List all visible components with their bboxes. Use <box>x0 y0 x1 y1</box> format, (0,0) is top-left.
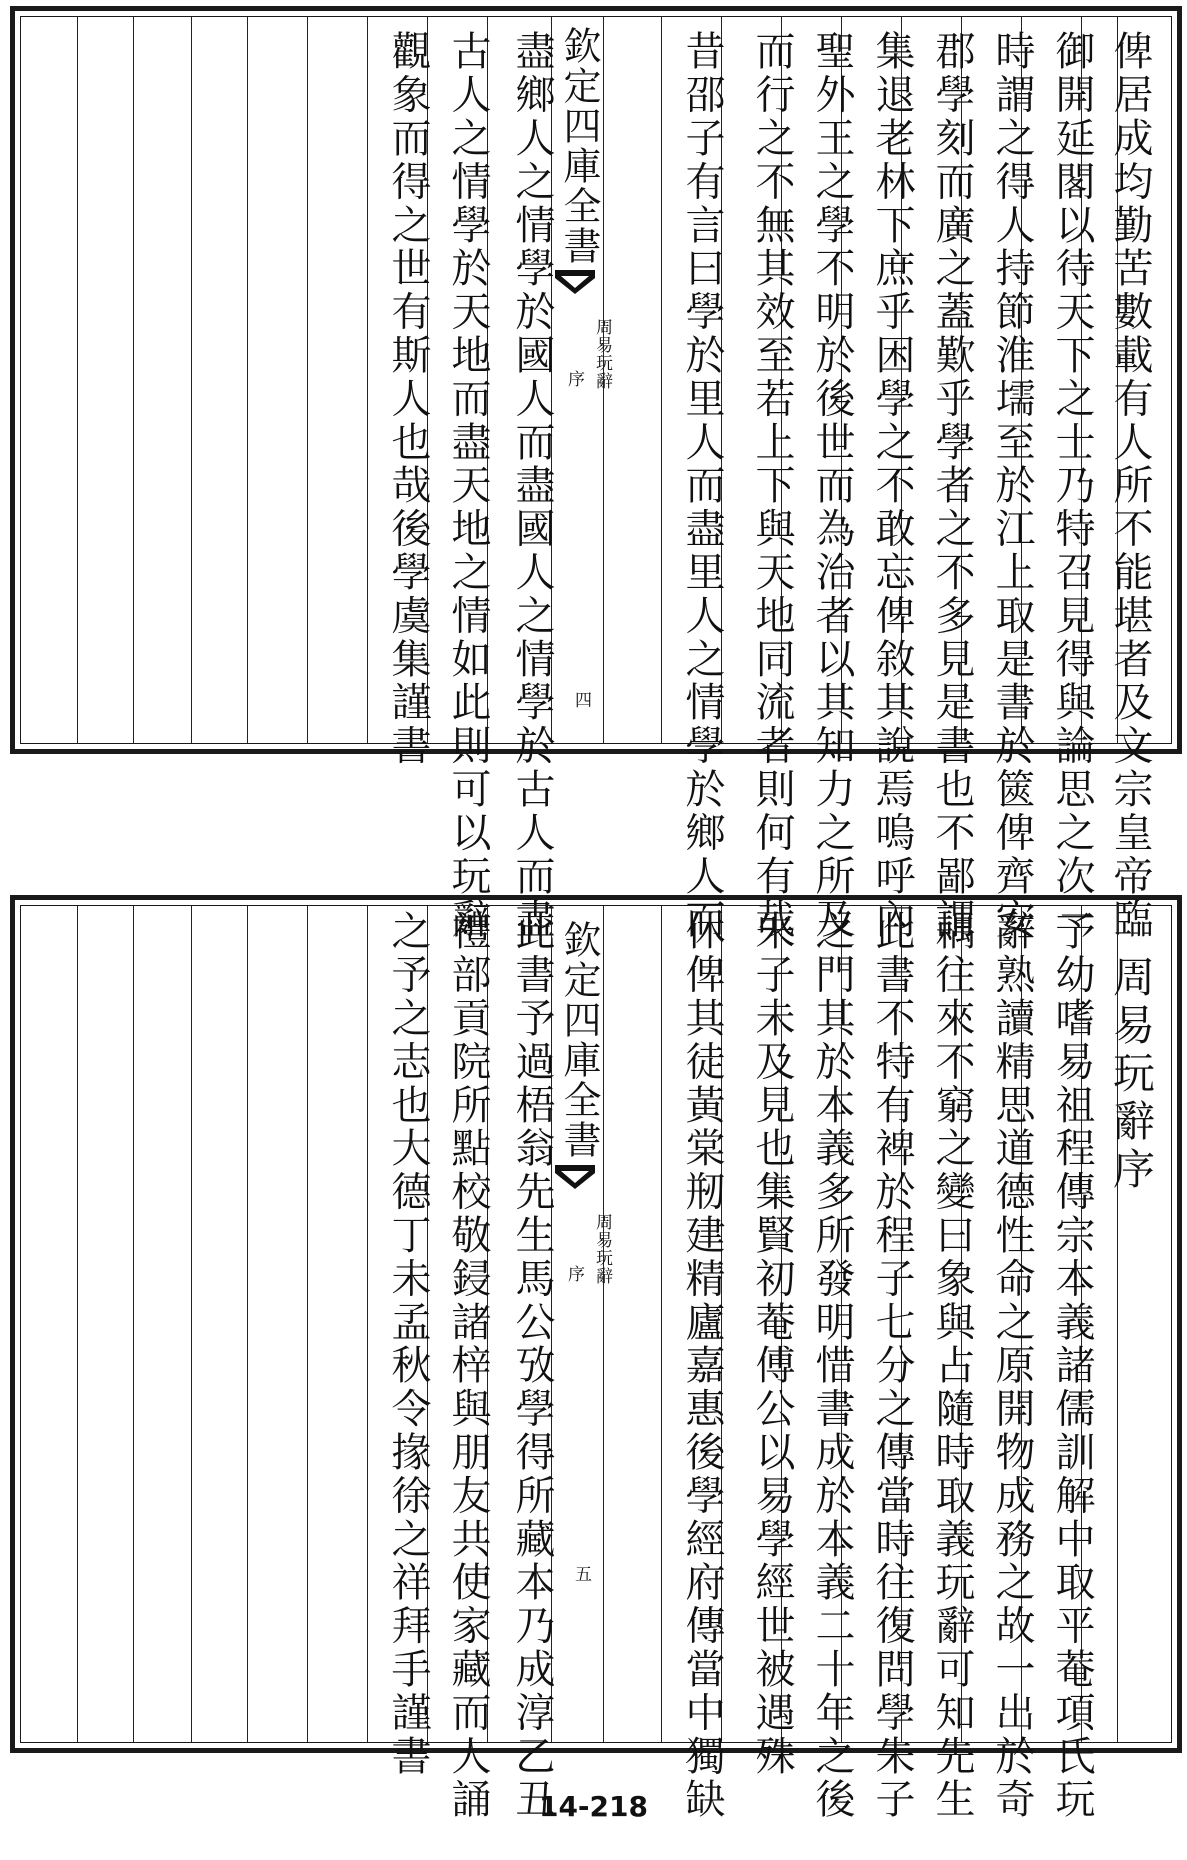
bottom-text-column-8: 此書予過梧翁先生馬公攷學得所藏本乃成淳乙丑 <box>509 910 555 1822</box>
bottom-heading-column: 周易玩辭序 <box>1107 955 1156 1195</box>
top-text-column-9: 盡鄉人之情學於國人而盡國人之情學於古人而盡 <box>509 30 555 942</box>
top-banner-book-name: 周易玩辭 <box>592 318 612 390</box>
top-banner-title: 欽定四庫全書 <box>557 26 601 266</box>
top-text-column-2: 御開延閣以待天下之士乃特召見得與論思之次一 <box>1049 30 1095 942</box>
top-text-column-3: 時謂之得人持節淮壖至於江上取是書於篋俾齊安 <box>989 30 1035 942</box>
top-banner-section: 序 <box>564 370 584 388</box>
top-text-column-4: 郡學刻而廣之蓋歎乎學者之不多見是書也不鄙謂 <box>929 30 975 942</box>
top-text-column-7: 而行之不無其效至若上下與天地同流者則何有哉 <box>749 30 795 942</box>
bottom-text-column-9: 禮部貢院所點校敬鋟諸梓與朋友共使家藏而人誦 <box>445 910 491 1822</box>
bottom-text-column-1: 予幼嗜易祖程傳宗本義諸儒訓解中取平菴項氏玩 <box>1049 910 1095 1822</box>
bottom-text-column-4: 此書不特有裨於程子七分之傳當時往復問學朱子 <box>869 910 915 1822</box>
bottom-banner-section: 序 <box>564 1265 584 1283</box>
top-text-column-8: 昔邵子有言曰學於里人而盡里人之情學於鄉人而 <box>679 30 725 942</box>
fish-tail-ornament <box>553 1163 597 1193</box>
bottom-text-column-6: 朱子未及見也集賢初菴傅公以易學經世被遇殊 <box>749 910 795 1778</box>
bottom-text-column-5: 之門其於本義多所發明惜書成於本義二十年之後 <box>809 910 855 1822</box>
page-reference: 14-218 <box>538 1790 649 1823</box>
top-banner-page-number: 四 <box>575 691 592 711</box>
bottom-text-column-10: 之予之志也大德丁未孟秋令掾徐之祥拜手謹書 <box>385 910 431 1778</box>
top-text-column-5: 集退老林下庶乎困學之不敢忘俾敘其說焉嗚呼內 <box>869 30 915 942</box>
bottom-banner-page-number: 五 <box>575 1565 592 1585</box>
bottom-text-column-2: 辭熟讀精思道德性命之原開物成務之故一出於奇 <box>989 910 1035 1822</box>
bottom-banner-title: 欽定四庫全書 <box>557 920 601 1160</box>
bottom-banner-book-name: 周易玩辭 <box>592 1213 612 1285</box>
bottom-text-column-7: 休俾其徒黃棠剏建精廬嘉惠後學經府傳當中獨缺 <box>679 910 725 1822</box>
bottom-text-column-3: 耦往來不窮之變曰象與占隨時取義玩辭可知先生 <box>929 910 975 1822</box>
top-text-column-11: 觀象而得之世有斯人也哉後學虞集謹書 <box>385 30 431 768</box>
fish-tail-ornament <box>553 268 597 298</box>
top-text-column-10: 古人之情學於天地而盡天地之情如此則可以玩辭 <box>445 30 491 942</box>
top-text-column-1: 俾居成均勤苦數載有人所不能堪者及文宗皇帝臨 <box>1107 30 1153 942</box>
top-text-column-6: 聖外王之學不明於後世而為治者以其知力之所及 <box>809 30 855 942</box>
